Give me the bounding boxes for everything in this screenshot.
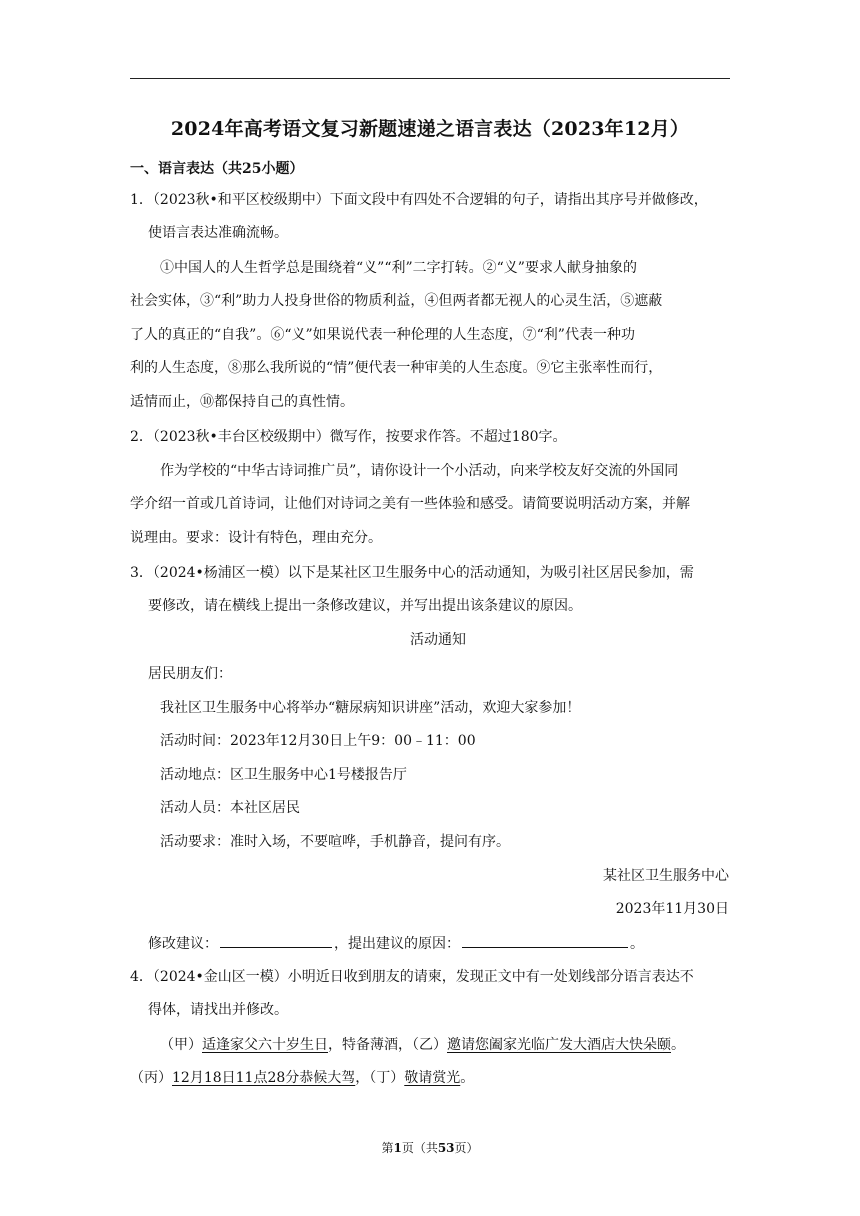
- q2-number: 2．: [130, 429, 153, 445]
- suggestion-label: 修改建议：: [148, 936, 218, 952]
- q1-passage-line-2: 社会实体，③“利”助力人投身世俗的物质利益，④但两者都无视人的心灵生活，⑤遮蔽: [130, 293, 663, 309]
- q2-stem-line: [130, 427, 567, 447]
- notice-body: 我社区卫生服务中心将举办“糖尿病知识讲座”活动，欢迎大家参加！: [160, 700, 581, 716]
- q1-passage-line-1: ①中国人的人生哲学总是围绕着“义”“利”二字打转。②“义”要求人献身抽象的: [160, 260, 637, 276]
- q1-passage-line-4: 利的人生态度，⑧那么我所说的“情”便代表一种审美的人生态度。⑨它主张率性而行，: [130, 360, 663, 376]
- q2-stem-text: （2023秋•丰台区校级期中）微写作，按要求作答。不超过180字。: [152, 429, 567, 445]
- footer-page-number: 1: [393, 1141, 402, 1155]
- notice-time: 活动时间：2023年12月30日上午9：00﹣11：00: [160, 733, 476, 749]
- notice-date: 2023年11月30日: [615, 901, 729, 917]
- q3-stem-line-1: [130, 563, 694, 583]
- q4-number: 4．: [130, 969, 153, 985]
- line2-end-punct: 。: [460, 1070, 475, 1086]
- q4-stem-text: （2024•金山区一模）小明近日收到朋友的请柬，发现正文中有一处划线部分语言表达不: [152, 969, 694, 985]
- header-rule: [130, 78, 730, 79]
- q2-passage-line-3: 说理由。要求：设计有特色，理由充分。: [130, 530, 382, 546]
- reason-blank[interactable]: [462, 933, 628, 948]
- q4-stem-line-2: 得体，请找出并修改。: [148, 1002, 288, 1018]
- notice-greeting: 居民朋友们：: [148, 666, 232, 682]
- footer-suffix: 页）: [454, 1141, 479, 1155]
- q3-stem-line-2: 要修改，请在横线上提出一条修改建议，并写出提出该条建议的原因。: [148, 598, 582, 614]
- underlined-bing: 12月18日11点28分恭候大驾: [172, 1070, 356, 1086]
- text-between-jia-yi: ，特备薄酒，（乙）: [328, 1037, 447, 1053]
- q4-stem-line-1: [130, 967, 694, 987]
- notice-requirements: 活动要求：准时入场，不要喧哗，手机静音，提问有序。: [160, 834, 510, 850]
- q2-passage-line-1: 作为学校的“中华古诗词推广员”，请你设计一个小活动，向来学校友好交流的外国同: [160, 463, 679, 479]
- notice-place: 活动地点：区卫生服务中心1号楼报告厅: [160, 767, 407, 783]
- page-title: 2024年高考语文复习新题速递之语言表达（2023年12月）: [170, 118, 690, 140]
- footer-prefix: 第: [381, 1141, 394, 1155]
- line1-end-punct: 。: [671, 1037, 685, 1053]
- q1-number: 1．: [130, 192, 153, 208]
- q3-answer-line: [148, 933, 644, 954]
- notice-signature: 某社区卫生服务中心: [603, 868, 729, 884]
- answer-end-punct: 。: [630, 936, 644, 952]
- marker-bing: （丙）: [130, 1070, 172, 1086]
- footer-total-pages: 53: [437, 1141, 455, 1155]
- underlined-jia: 适逢家父六十岁生日: [202, 1037, 328, 1053]
- q1-passage-line-3: 了人的真正的“自我”。⑥“义”如果说代表一种伦理的人生态度，⑦“利”代表一种功: [130, 327, 635, 343]
- notice-people: 活动人员：本社区居民: [160, 800, 300, 816]
- q3-number: 3．: [130, 565, 153, 581]
- q4-invitation-line-1: [160, 1035, 685, 1055]
- section-heading: 一、语言表达（共25小题）: [130, 161, 304, 177]
- suggestion-blank[interactable]: [220, 933, 332, 948]
- page-footer: [0, 1139, 860, 1156]
- q1-stem-text: （2023秋•和平区校级期中）下面文段中有四处不合逻辑的句子，请指出其序号并做修改，: [152, 192, 708, 208]
- underlined-yi: 邀请您阖家光临广发大酒店大快朵颐: [447, 1037, 671, 1053]
- q3-stem-text: （2024•杨浦区一模）以下是某社区卫生服务中心的活动通知，为吸引社区居民参加，需: [152, 565, 694, 581]
- q2-passage-line-2: 学介绍一首或几首诗词，让他们对诗词之美有一些体验和感受。请简要说明活动方案，并解: [130, 496, 690, 512]
- marker-jia: （甲）: [160, 1037, 202, 1053]
- marker-ding: ，（丁）: [355, 1070, 405, 1086]
- notice-title: 活动通知: [410, 632, 466, 648]
- q1-stem-line-1: [130, 190, 708, 210]
- q4-invitation-line-2: [130, 1068, 474, 1088]
- underlined-ding: 敬请赏光: [404, 1070, 461, 1086]
- reason-label: ，提出建议的原因：: [334, 936, 460, 952]
- footer-middle: 页（共: [401, 1141, 438, 1155]
- q1-stem-line-2: 使语言表达准确流畅。: [148, 225, 288, 241]
- q1-passage-line-5: 适情而止，⑩都保持自己的真性情。: [130, 394, 354, 410]
